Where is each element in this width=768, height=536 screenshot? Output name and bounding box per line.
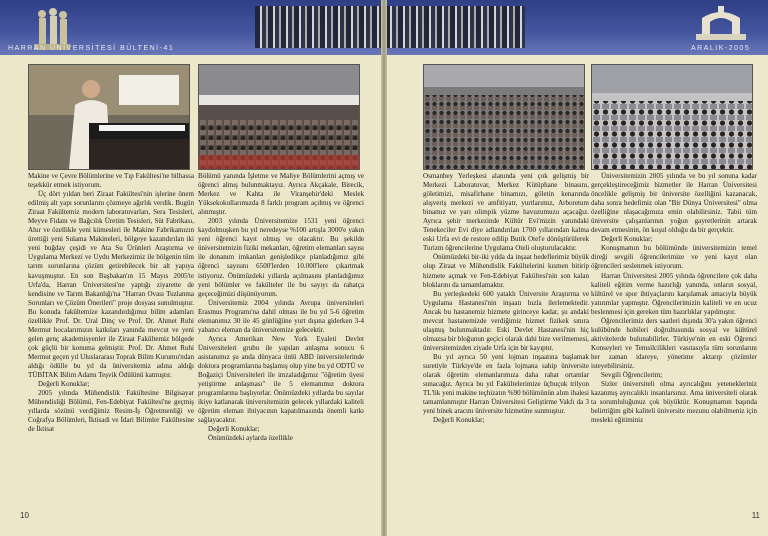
- paragraph: Üniversitemiz 2004 yılında Avrupa üniversiteleri Erasmus Programı'na dahil olması ile bu yıl 5-6 öğretim elemanımız 30 ile 45 günlüğüne yurt dışına giderken 3-4 yabancı eleman da üniversitemize gelecektir.: [198, 298, 364, 334]
- paragraph: Değerli Konuklar;: [601, 235, 653, 244]
- left-header-crowd: [255, 6, 383, 48]
- paragraph: Makine ve Çevre Bölümlerine ve Tıp Fakültesi'ne bilhassa teşekkür etmek istiyorum.: [28, 172, 194, 190]
- right-header-crowd: [385, 6, 525, 48]
- paragraph: 2003 yılında Üniversitemize 1531 yeni öğrenci kaydolmuşken bu yıl neredeyse %100 artışla 3000'e yakın yeni öğrenci kayıt olmuş ve olacaktır. Bu şekilde üniversitemizin fiziki mekanları, öğretim elemanları sayısı ile donanım imkanları genişledikçe planladığımız gibi öğrenci sayısını 6500'lerden 10.000'lere çıkartmak istiyoruz. Önümüzdeki yıllarda açılmasını planladığımız yeni bölümler ve fakülteler ile bu sayıyı da rahatça geçeceğimizi düşünüyorum.: [198, 217, 364, 298]
- photo-auditorium-audience: [423, 64, 585, 170]
- issue-date: ARALIK-2005: [691, 45, 751, 52]
- right-header-banner: [385, 0, 768, 55]
- left-page: [0, 0, 383, 536]
- paragraph: Osmanbey Yerleşkesi alanında yeni çok gelişmiş bir Merkezi Laboratuvar, Merkez Kütüphane binasını, göletimizi, misafirhane binamızı, göletin kenarında alışveriş merkezi ve amfitiyatr, yurtlarımız, Arboretum binamız ve yarı olimpik yüzme havuzumuzu açacağız. Ayrıca şehir merkezinde Kültür Evi'mizin yanındaki Tenekeciler Evi diye adlandırılan 1700 yıllarından kalma eski Urfa evi de restore edilip Butik Otel'e dönüştürülerek Turizm öğrencilerine Uygulama Oteli oluşturulacaktır.: [423, 172, 589, 253]
- paragraph: Değerli Konuklar;: [208, 425, 260, 434]
- paragraph: Konuşmamın bu bölümünde üniversitemizin temel direği sevgili öğrencilerimize ve yeni kayıt olan öğrencileri seslenmek istiyorum.: [591, 244, 757, 271]
- paragraph: Önümüzdeki bir-iki yılda da inşaat hedeflerimiz büyük olup Ziraat ve Mühendislik Fakültelerini kısmen bitirip hizmete açmak ve Fen-Edebiyat Fakültesi'nin son kalan bloklarını da tamamlamaktır.: [423, 253, 589, 289]
- photo-audience-rows: [591, 64, 753, 170]
- page-number-right: 11: [751, 511, 760, 520]
- left-header-banner: [0, 0, 383, 55]
- text-column-3: [423, 172, 589, 517]
- paragraph: Bu yerleşkedeki 600 yataklı Üniversite Araştırma ve Uygulama Hastanesi'nin inşaatı hızla ilerlemektedir. Ancak bu hastanemiz hizmete girinceye kadar, şu andaki mevcut hastanemizde verdiğimiz hizmet fizikek sınıra ulaşmış bulunmaktadır. Eski Devlet Hastanesi'nin hiç olmazsa bir bloğunun geçici olarak dahi bize verilmemesi, üniversitemizden ziyade Urfa için bir kayıptır.: [423, 289, 589, 352]
- text-column-4: [591, 172, 757, 517]
- paragraph: Öğrencilerimiz ders saatleri dışında 30'a yakın öğrenci kulübünde hobileri doğrultusunda sosyal ve kültürel aktivitelerde bulunabilirler. Türkiye'nin en eski Öğrenci Konseyleri ve Temsilcilikleri vasıtasıyla tüm sorunlarını her zaman idareye, yönetime aktarıp çözümler isteyebilirsiniz.: [591, 316, 757, 370]
- text-column-1: [28, 172, 194, 517]
- paragraph: Önümüzdeki aylarda özellikle: [208, 434, 293, 443]
- right-page: [385, 0, 768, 536]
- bulletin-title: HARRAN ÜNİVERSİTESİ BÜLTENİ-41: [8, 45, 175, 52]
- paragraph: Değerli Konuklar;: [433, 416, 485, 425]
- paragraph: Üç dört yıldan beri Ziraat Fakültesi'nin işlerine önem edilmiş alt yapı sorunlarını çözmeye ağırlık verdik. Bugün Ziraat Fakültemiz modern laboratuvarları, Sera Tesisleri, Meyve Fidanı ve Bağcılık Üretim Tesisleri, Süt Fabrikası, Ahır ve özellikle yeni kümesleri ile Makine Fabrikamızın ürettiği yeni Sulama Makineleri, bölgeye kazandırılan iki yeni buğday çeşidi ve Ata Su Ürünleri Araştırma ve Uygulama Merkezi ve Uydu Merkezimiz ile bölgenin tüm tarım sorunlarına çözüm getirebilecek bir alt yapıya kavuşmuştur. En son Başbakan'ın 15 Mayıs 2005'te Urfa'da, Harran Üniversitesi'ne yaptığı ziyarette de kendisine ve Tarım Bakanlığı'na "Harran Ovası Tuzlanma Sorunları ve Çözüm Önerileri" proje dosyası sunulmuştur. Bu konuda fakültemize kazandırdığımız bilim adamları özellikle Prof. Dr. Ural Dinç ve Prof. Dr. Ahmet Ruhi Mermut hocalarımızın katkıları yanında mevcut ve yeni gelen genç akademisyenler ile Ziraat Fakültemiz bölgede çok güçlü bir konuma gelmiştir. Prof. Dr. Ahmet Ruhi Mermut geçen yıl Uluslararası Toprak Bilim Kurumu'ndan aldığı ödülle bu yıl da üniversitemiz adına aldığı TÜBİTAK Bilim Adamı Teşvik Ödülünü katmıştır.: [28, 190, 194, 380]
- photo-lecture-hall-crowd: [198, 64, 360, 170]
- paragraph: Harran Üniversitesi 2005 yılında öğrencilere çok daha kaliteli eğitim verme hazırlığı yanında, onların sosyal, kültürel ve spor ihtiyaçlarını karşılamak amacıyla büyük yatırımlar yapmıştır. Öğrencilerimizin kaliteli ve en ucuz beslenmesi için gereken tüm hazırlıklar yapılmıştır.: [591, 271, 757, 316]
- page-number-left: 10: [20, 511, 29, 520]
- paragraph: 2005 yılında Mühendislik Fakültesine Bilgisayar Mühendisliği Bölümü, Fen-Edebiyat Fakültesi'ne geçmiş yıllarda sözünü verdiğimiz Resim-İş Öğretmenliği ve Coğrafya Bölümleri, İktisadi ve İdari Bilimler Fakültesine de İktisat: [28, 389, 194, 434]
- paragraph: Sevgili Öğrencilerim;: [601, 371, 663, 380]
- paragraph: Değerli Konuklar;: [38, 380, 90, 389]
- center-gutter: [381, 0, 387, 536]
- text-column-2: [198, 172, 364, 517]
- paragraph: Bölümü yanında İşletme ve Maliye Bölümlerini açmış ve öğrenci almış bulunmaktayız. Ayrıca Akçakale, Birecik, Merkez ve Kahta ile Viranşehir'deki Meslek Yüksekokullarımızda 8 farklı program açılmış ve öğrenci alınmıştır.: [198, 172, 364, 217]
- paragraph: Ayrıca Amerikan New York Eyaleti Devlet Üniversiteleri grubu ile yapılan anlaşma sonucu 6 asistanımız şu anda dünyaca ünlü ABD üniversitelerinde doktora programlarına başlamış olup yine bu yıl ODTÜ ve Boğaziçi Üniversiteleri ile imzaladığımız "öğretim üyesi yetiştirme anlaşması" ile 5 elemanımız doktora programlarına başlıyorlar. Önümüzdeki yıllarda bu sayılar ikiye katlanarak üniversitemizin gelecek yıllardaki kaliteli öğretim eleman ihtiyacının kapatılmasında önemli katkı sağlayacaktır.: [198, 334, 364, 425]
- paragraph: Sizler üniversiteli olma ayrıcalığını yetenekleriniz kazanmış ayrıcalıklı insanlarsınız. Ama üniversiteli olarak ta sorumluluğunuz çok büyüktür. Konuşmamın başında belirttiğim gibi kaliteli üniversite mezunu olabilmeniz için mesleki eğitiminiz: [591, 380, 757, 425]
- paragraph: Üniversitemizin 2005 yılında ve bu yıl sonuna kadar gerçekleştireceğimiz hizmetler ile Harran Üniversitesi öncelikle gelişmiş bir üniversite özelliğini kazanacak, daha sonra hedefimiz olan "Bir Dünya Üniversitesi" olma özelliğine ulaşacağımıza emin olabilirsiniz. Tabii tüm üniversite çalışanlarının yoğun gayretlerinin artarak devam etmesinin, ön koşul olduğu da bir gerçektir.: [591, 172, 757, 235]
- university-gate-icon: [692, 4, 750, 44]
- paragraph: Bu yıl ayrıca 50 yeni lojman inşaatına başlamak suretiyle Türkiye'de en fazla lojmana sahip üniversite olarak öğretim elemanlarımıza daha rahat ortamlar sunacağız. Ayrıca bu yıl Fakültelerimize üçbuçuk trilyon TL'lik yeni makine teçhizatın %90 bölümünün alım ihalesi tamamlanmıştır Harran Üniversitesi Geliştirme Vakfı da 3 yeni binek aracını üniversite hizmetine sunmuştur.: [423, 352, 589, 416]
- photo-piano-player: [28, 64, 190, 170]
